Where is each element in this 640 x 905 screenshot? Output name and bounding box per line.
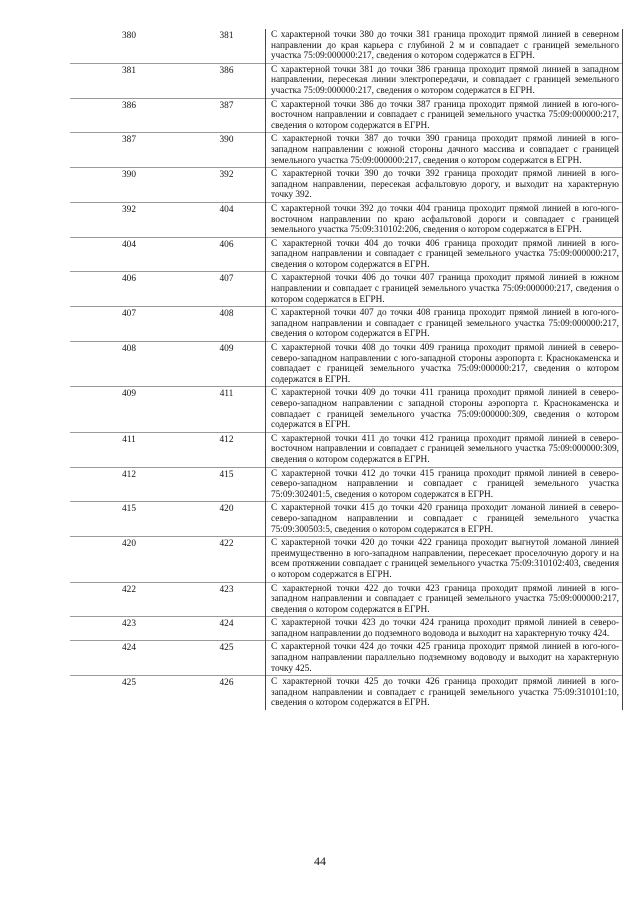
boundary-description-cell: С характерной точки 420 до точки 422 граница проходит выгнутой ломаной линией преимущественно в юго-западном направлении, пересекает проселочную дорогу и на всем протяжении совпадает с границей земельного участка 75:09:310102:403, сведения о котором содержатся в ЕГРН. <box>266 537 623 582</box>
boundary-description-cell: С характерной точки 424 до точки 425 граница проходит прямой линией в юго-юго-западном направлении параллельно подземному водоводу и выходит на характерную точку 425. <box>266 641 623 676</box>
point-from-cell: 390 <box>122 170 136 181</box>
point-to-cell: 390 <box>219 135 234 146</box>
point-to-cell: 409 <box>219 344 234 355</box>
table-row <box>70 502 623 537</box>
point-to-cell: 407 <box>219 274 234 285</box>
point-from-cell: 412 <box>122 469 136 480</box>
point-to-cell: 404 <box>219 204 234 215</box>
point-from-cell: 381 <box>122 65 136 76</box>
boundary-description-cell: С характерной точки 415 до точки 420 граница проходит ломаной линией в северо-северо-западном направлении и совпадает с границей земельного участка 75:09:300503:5, сведения о котором содержатся в ЕГРН. <box>266 502 623 537</box>
point-to-cell: 412 <box>219 434 234 445</box>
boundary-description-cell: С характерной точки 381 до точки 386 граница проходит прямой линией в западном направлении, пересекая линии электропередачи, и совпадает с границей земельного участка 75:09:000000:217, сведения о котором содержатся в ЕГРН. <box>266 63 623 98</box>
point-to-cell: 425 <box>219 643 234 654</box>
page-number: 44 <box>314 854 326 868</box>
point-to-cell: 423 <box>219 584 234 595</box>
boundary-description-cell: С характерной точки 404 до точки 406 граница проходит прямой линией в юго-западном направлении и совпадает с границей земельного участка 75:09:000000:217, сведения о котором содержатся в ЕГРН. <box>266 237 623 272</box>
point-from-cell: 425 <box>122 678 136 689</box>
table-body <box>70 29 623 710</box>
point-from-cell: 392 <box>122 204 136 215</box>
point-from-cell: 404 <box>122 239 136 250</box>
boundary-description-cell: С характерной точки 425 до точки 426 граница проходит прямой линией в юго-западном направлении и совпадает с границей земельного участка 75:09:310101:10, сведения о котором содержатся в ЕГРН. <box>266 676 623 710</box>
point-from-cell: 420 <box>122 539 136 550</box>
point-from-cell: 387 <box>122 135 136 146</box>
boundary-description-cell: С характерной точки 407 до точки 408 граница проходит прямой линией в юго-юго-западном направлении и совпадает с границей земельного участка 75:09:000000:217, сведения о котором содержатся в ЕГРН. <box>266 307 623 342</box>
point-from-cell: 411 <box>122 434 136 445</box>
table-row <box>70 641 623 676</box>
point-to-cell: 387 <box>219 100 234 111</box>
table-row <box>70 307 623 342</box>
table-row <box>70 342 623 387</box>
point-to-cell: 381 <box>219 31 234 41</box>
boundary-description-cell: С характерной точки 380 до точки 381 граница проходит прямой линией в северном направлении до края карьера с глубиной 2 м и совпадает с границей земельного участка 75:09:000000:217, сведения о котором содержатся в ЕГРН. <box>266 29 623 63</box>
boundary-description-cell: С характерной точки 423 до точки 424 граница проходит прямой линией в северо-западном направлении до подземного водовода и выходит на характерную точку 424. <box>266 617 623 641</box>
table-row <box>70 63 623 98</box>
point-to-cell: 420 <box>219 504 234 515</box>
table-row <box>70 237 623 272</box>
table-row <box>70 133 623 168</box>
table-row <box>70 582 623 617</box>
boundary-description-cell: С характерной точки 422 до точки 423 граница проходит прямой линией в юго-западном направлении и совпадает с границей земельного участка 75:09:000000:217, сведения о котором содержатся в ЕГРН. <box>266 582 623 617</box>
boundary-description-cell: С характерной точки 386 до точки 387 граница проходит прямой линией в юго-юго-восточном направлении и совпадает с границей земельного участка 75:09:000000:217, сведения о котором содержатся в ЕГРН. <box>266 98 623 133</box>
table-row <box>70 467 623 502</box>
table-row <box>70 98 623 133</box>
point-to-cell: 392 <box>219 170 234 181</box>
boundary-description-cell: С характерной точки 406 до точки 407 граница проходит прямой линией в южном направлении и совпадает с границей земельного участка 75:09:000000:217, сведения о котором содержатся в ЕГРН. <box>266 272 623 307</box>
boundary-description-cell: С характерной точки 408 до точки 409 граница проходит прямой линией в северо-северо-западном направлении с юго-западной стороны аэропорта г. Краснокаменска и совпадает с границей земельного участка 75:09:000000:217, сведения о котором содержатся в ЕГРН. <box>266 342 623 387</box>
table-row <box>70 29 623 63</box>
point-to-cell: 426 <box>219 678 234 689</box>
point-to-cell: 386 <box>219 65 234 76</box>
point-from-cell: 409 <box>122 389 136 400</box>
point-to-cell: 408 <box>219 309 234 320</box>
table-row <box>70 168 623 203</box>
boundary-description-cell: С характерной точки 392 до точки 404 граница проходит прямой линией в юго-юго-восточном направлении по краю асфальтовой дороги и совпадает с границей земельного участка 75:09:310102:206, сведения о котором содержатся в ЕГРН. <box>266 202 623 237</box>
point-from-cell: 386 <box>122 100 136 111</box>
table-row <box>70 537 623 582</box>
boundary-description-cell: С характерной точки 409 до точки 411 граница проходит прямой линией в северо-северо-западном направлении с западной стороны аэропорта г. Краснокаменска и совпадает с границей земельного участка 75:09:000000:309, сведения о котором содержатся в ЕГРН. <box>266 387 623 432</box>
point-to-cell: 424 <box>219 619 234 630</box>
point-from-cell: 408 <box>122 344 136 355</box>
point-from-cell: 415 <box>122 504 136 515</box>
boundary-description-cell: С характерной точки 390 до точки 392 граница проходит прямой линией в юго-западном направлении, пересекая асфальтовую дорогу, и выходит на характерную точку 392. <box>266 168 623 203</box>
point-to-cell: 411 <box>219 389 234 400</box>
point-to-cell: 406 <box>219 239 234 250</box>
table-row <box>70 676 623 710</box>
point-from-cell: 407 <box>122 309 136 320</box>
point-to-cell: 422 <box>219 539 234 550</box>
point-from-cell: 423 <box>122 619 136 630</box>
point-from-cell: 380 <box>122 31 136 41</box>
boundary-description-cell: С характерной точки 411 до точки 412 граница проходит прямой линией в северо-восточном направлении и совпадает с границей земельного участка 75:09:000000:309, сведения о котором содержатся в ЕГРН. <box>266 432 623 467</box>
table-row <box>70 272 623 307</box>
boundary-description-table <box>70 29 623 710</box>
boundary-description-cell: С характерной точки 412 до точки 415 граница проходит прямой линией в северо-северо-западном направлении и совпадает с границей земельного участка 75:09:302401:5, сведения о котором содержатся в ЕГРН. <box>266 467 623 502</box>
point-from-cell: 406 <box>122 274 136 285</box>
point-from-cell: 424 <box>122 643 136 654</box>
table-row <box>70 387 623 432</box>
point-from-cell: 422 <box>122 584 136 595</box>
table-row <box>70 617 623 641</box>
table-row <box>70 432 623 467</box>
point-to-cell: 415 <box>219 469 234 480</box>
boundary-description-cell: С характерной точки 387 до точки 390 граница проходит прямой линией в юго-западном направлении с южной стороны дачного массива и совпадает с границей земельного участка 75:09:000000:217, сведения о котором содержатся в ЕГРН. <box>266 133 623 168</box>
table-row <box>70 202 623 237</box>
